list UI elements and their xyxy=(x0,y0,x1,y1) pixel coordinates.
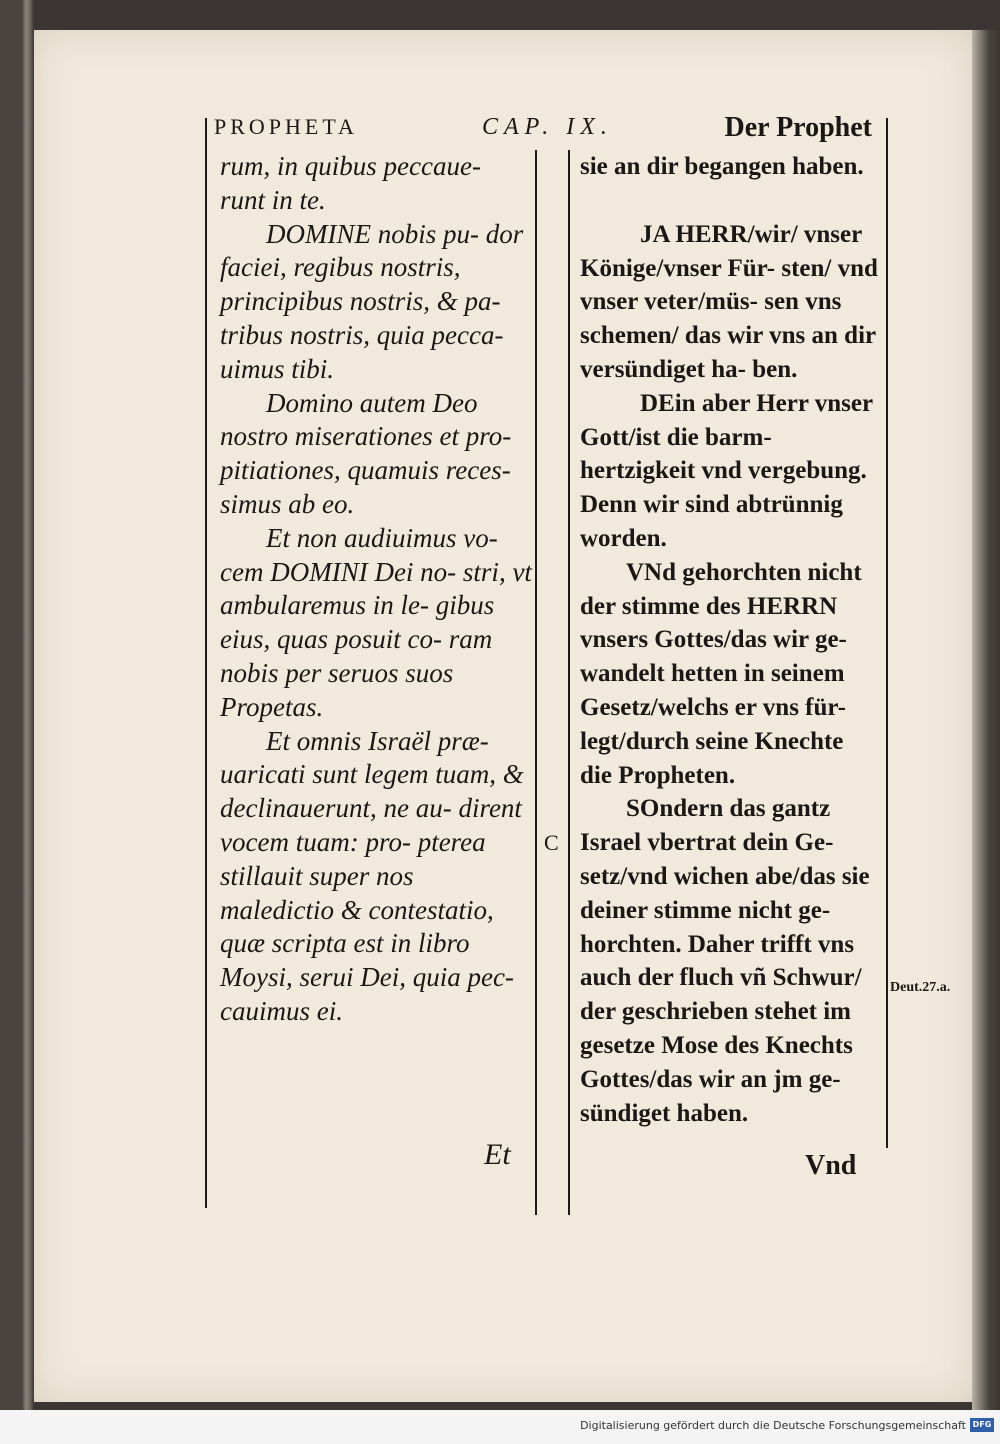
german-column xyxy=(580,150,880,1130)
latin-paragraph-5: Et omnis Israël præ- uaricati sunt legem tuam, & declinauerunt, ne au- dirent vocem tuam: pro- pterea stillauit super nos maledictio & contestatio, quæ scripta est in libro Moysi, serui Dei, quia pec- cauimus ei. xyxy=(220,725,524,1026)
german-paragraph-5: SOndern das gantz Israel vbertrat dein Ge- setz/vnd wichen abe/das sie deiner stimme nicht ge- horchten. Daher trifft vns auch der fluch vñ Schwur/ der geschrieben stehet im gesetze Mose des Knechts Gottes/das wir an jm ge- sündiget haben. xyxy=(580,795,870,1127)
column-rule-left xyxy=(205,118,207,1208)
dfg-logo: DFG xyxy=(970,1418,994,1432)
german-paragraph-4: VNd gehorchten nicht der stimme des HERRN vnsers Gottes/das wir ge- wandelt hetten in seinem Gesetz/welchs er vns für- legt/durch seine Knechte die Propheten. xyxy=(580,558,862,789)
chapter-label: CAP. IX. xyxy=(482,114,613,140)
german-paragraph-3: DEin aber Herr vnser Gott/ist die barm- hertzigkeit vnd vergebung. Denn wir sind abtrünnig worden. xyxy=(580,389,873,552)
latin-paragraph-2: DOMINE nobis pu- dor faciei, regibus nostris, principibus nostris, & pa- tribus nostris, quia pecca- uimus tibi. xyxy=(220,218,524,384)
latin-column xyxy=(220,150,532,1029)
german-catchword: Vnd xyxy=(805,1150,857,1181)
column-rule-middle-a xyxy=(535,150,537,1215)
margin-reference: Deut.27.a. xyxy=(890,980,951,995)
latin-paragraph-3: Domino autem Deo nostro miserationes et pro- pitiationes, quamuis reces- simus ab eo. xyxy=(220,387,512,519)
latin-paragraph-4: Et non audiuimus vo- cem DOMINI Dei no- stri, vt ambularemus in le- gibus eius, quas posuit co- ram nobis per seruos suos Propetas. xyxy=(220,522,532,722)
footer-credit: Digitalisierung gefördert durch die Deutsche Forschungsgemeinschaft xyxy=(580,1419,966,1432)
latin-paragraph-1: rum, in quibus peccaue- runt in te. xyxy=(220,151,481,215)
running-head-right: Der Prophet xyxy=(724,112,872,143)
column-rule-right xyxy=(886,118,888,1148)
german-paragraph-1: sie an dir begangen haben. xyxy=(580,153,864,180)
running-head-left: PROPHETA xyxy=(214,114,358,139)
column-rule-middle-b xyxy=(568,150,570,1215)
german-paragraph-2: JA HERR/wir/ vnser Könige/vnser Für- sten/ vnd vnser veter/müs- sen vns schemen/ das wir vns an dir versündiget ha- ben. xyxy=(580,220,878,383)
book-edge xyxy=(972,30,1000,1410)
running-head xyxy=(200,112,880,144)
latin-catchword: Et xyxy=(484,1138,511,1171)
signature-mark: C xyxy=(544,830,559,855)
